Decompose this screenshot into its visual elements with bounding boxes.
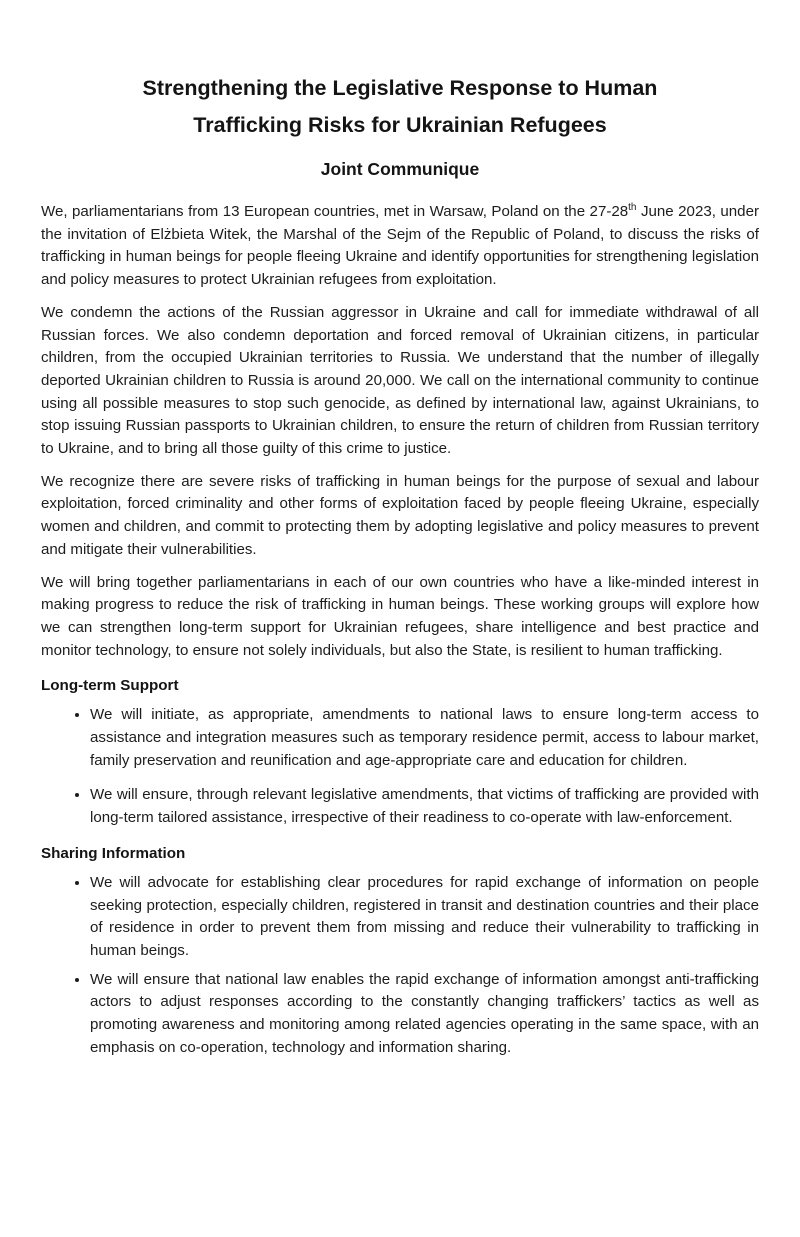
section-heading-sharing-information: Sharing Information bbox=[41, 844, 186, 862]
bullet-item: • We will ensure, through relevant legislative amendments, that victims of trafficking are provided with long-term tailored assistance, irrespective of their readiness to co-operate with law-enforcement. bbox=[90, 784, 759, 829]
paragraph-text: We, parliamentarians from 13 European countries, met in Warsaw, Poland on the 27-28 bbox=[41, 203, 629, 220]
bullet-list-long-term-support bbox=[41, 704, 759, 830]
paragraph-risks-recognition: We recognize there are severe risks of trafficking in human beings for the purpose of sexual and labour exploitation, forced criminality and other forms of exploitation faced by people fleeing Ukraine, especially women and children, and commit to protecting them by adopting legislative and policy measures to prevent and mitigate their vulnerabilities. bbox=[41, 472, 759, 558]
bullet-item: • We will ensure that national law enables the rapid exchange of information amongst anti-trafficking actors to adjust responses according to the constantly changing traffickers’ tactics as well as promoting awareness and monitoring among related agencies operating in the same space, with an emphasis on co-operation, technology and information sharing. bbox=[90, 969, 759, 1060]
bullet-list-sharing-information bbox=[41, 872, 759, 1060]
bullet-item: • We will advocate for establishing clear procedures for rapid exchange of information on people seeking protection, especially children, registered in transit and destination countries and their place of residence in order to prevent them from missing and reduce their vulnerability to trafficking in human beings. bbox=[90, 872, 759, 963]
ordinal-superscript: th bbox=[628, 201, 637, 213]
paragraph-condemnation: We condemn the actions of the Russian aggressor in Ukraine and call for immediate withdrawal of all Russian forces. We also condemn deportation and forced removal of Ukrainian citizens, in particular children, from the occupied Ukrainian territories to Russia. We understand that the number of illegally deported Ukrainian children to Russia is around 20,000. We call on the international community to continue using all possible measures to stop such genocide, as defined by international law, against Ukrainians, to stop issuing Russian passports to Ukrainian children, to ensure the return of children from Russian territory to Ukraine, and to bring all those guilty of this crime to justice. bbox=[41, 303, 759, 458]
document-title bbox=[41, 70, 759, 144]
bullet-item: • We will initiate, as appropriate, amendments to national laws to ensure long-term access to assistance and integration measures such as temporary residence permit, access to labour market, family preservation and reunification and age-appropriate care and education for children. bbox=[90, 704, 759, 772]
paragraph-text: June 2023, under the invitation of Elżbieta Witek, the Marshal of the Sejm of the Republic of Poland, to discuss the risks of trafficking in human beings for people fleeing Ukraine and identify opportunities for strengthening legislation and policy measures to protect Ukrainian refugees from exploitation. bbox=[41, 203, 759, 289]
document-title-line-1: Strengthening the Legislative Response to Human bbox=[142, 76, 658, 100]
paragraph-working-groups: We will bring together parliamentarians in each of our own countries who have a like-minded interest in making progress to reduce the risk of trafficking in human beings. These working groups will explore how we can strengthen long-term support for Ukrainian refugees, share intelligence and best practice and monitor technology, to ensure not solely individuals, but also the State, is resilient to human trafficking. bbox=[41, 573, 759, 659]
paragraph-introduction bbox=[41, 201, 759, 292]
document-subtitle: Joint Communique bbox=[320, 159, 480, 179]
section-heading-long-term-support: Long-term Support bbox=[41, 677, 179, 695]
document-title-line-2: Trafficking Risks for Ukrainian Refugees bbox=[193, 113, 607, 137]
